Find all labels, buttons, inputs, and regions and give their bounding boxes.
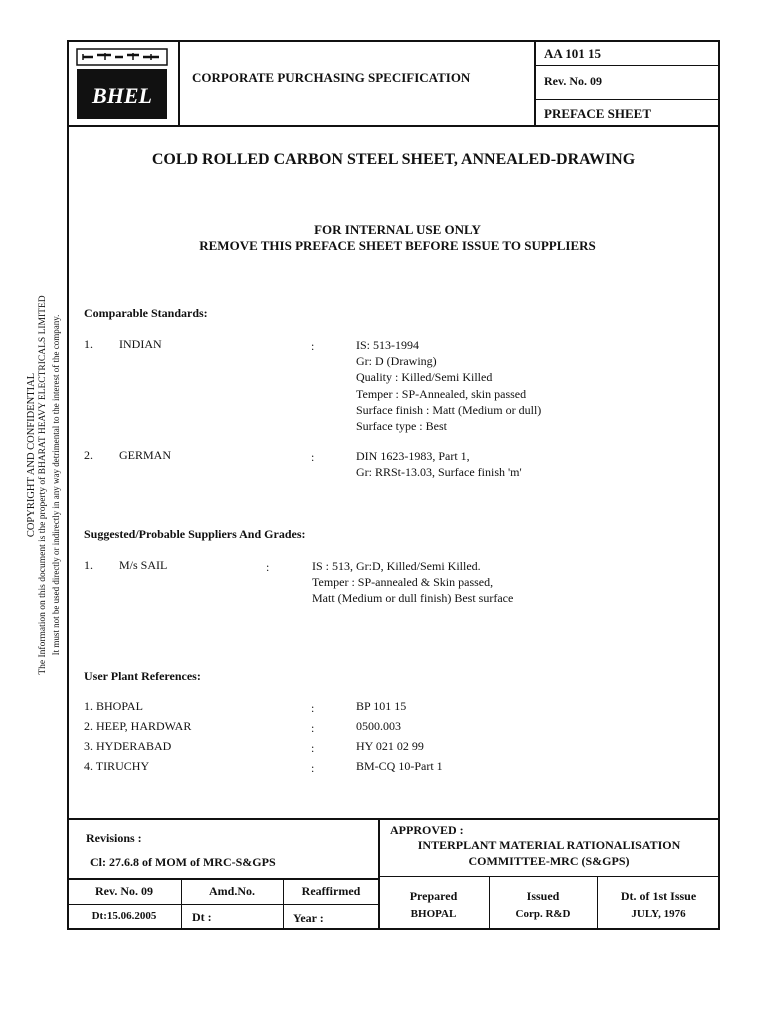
- plant-separator: :: [311, 741, 315, 755]
- internal-use-notice: FOR INTERNAL USE ONLY: [314, 222, 481, 237]
- document-frame: [67, 40, 720, 930]
- bhel-logo: [75, 47, 169, 122]
- supplier-detail-line: Temper : SP-annealed & Skin passed,: [312, 575, 494, 590]
- plant-separator: :: [311, 701, 315, 715]
- header-right-divider: [534, 40, 536, 126]
- plant-reference: BP 101 15: [356, 699, 407, 713]
- standard-number: 1.: [84, 337, 93, 351]
- header-right-rule-2: [534, 99, 720, 100]
- svg-text:BHEL: BHEL: [92, 83, 152, 108]
- sheet-type: PREFACE SHEET: [544, 106, 652, 121]
- supplier-details: [312, 558, 513, 607]
- standard-detail-line: Surface finish : Matt (Medium or dull): [356, 402, 542, 417]
- revisions-label: Revisions :: [86, 831, 142, 845]
- supplier-name: M/s SAIL: [119, 558, 168, 572]
- plant-name: 1. BHOPAL: [84, 699, 143, 713]
- standard-detail-line: Temper : SP-Annealed, skin passed: [356, 386, 527, 401]
- plant-name: 4. TIRUCHY: [84, 759, 150, 773]
- standard-name: INDIAN: [119, 337, 162, 351]
- plant-reference: BM-CQ 10-Part 1: [356, 759, 443, 773]
- standard-details: [356, 448, 522, 480]
- plant-name: 2. HEEP, HARDWAR: [84, 719, 192, 733]
- approved-committee-line1: INTERPLANT MATERIAL RATIONALISATION: [417, 838, 681, 852]
- standard-separator: :: [311, 450, 315, 464]
- header-title: CORPORATE PURCHASING SPECIFICATION: [192, 70, 471, 85]
- copyright-notice: COPYRIGHT AND CONFIDENTIAL: [26, 372, 37, 538]
- issued-label: Issued: [526, 889, 560, 903]
- year-cell: Year :: [293, 911, 324, 925]
- standard-detail-line: Gr: D (Drawing): [356, 354, 437, 369]
- supplier-detail-line: IS : 513, Gr:D, Killed/Semi Killed.: [312, 559, 481, 573]
- supplier-number: 1.: [84, 558, 93, 572]
- approved-label: APPROVED :: [390, 823, 464, 837]
- logo-divider: [178, 40, 180, 126]
- dt-cell: Dt :: [192, 910, 212, 924]
- suppliers-heading: Suggested/Probable Suppliers And Grades:: [84, 527, 306, 541]
- revision-number: Rev. No. 09: [544, 74, 602, 88]
- plant-separator: :: [311, 721, 315, 735]
- comparable-standards-heading: Comparable Standards:: [84, 306, 208, 320]
- revisions-value: Cl: 27.6.8 of MOM of MRC-S&GPS: [90, 855, 276, 869]
- header-bottom-rule: [67, 125, 720, 127]
- prepared-value: BHOPAL: [410, 908, 457, 920]
- supplier-separator: :: [266, 560, 270, 574]
- ownership-notice: The Information on this document is the property of BHARAT HEAVY ELECTRICALS LIMITED: [38, 295, 48, 675]
- prepared-label: Prepared: [409, 889, 458, 903]
- plant-reference: 0500.003: [356, 719, 401, 733]
- approved-committee-line2: COMMITTEE-MRC (S&GPS): [468, 854, 630, 868]
- footer-left-rule: [67, 878, 379, 880]
- header-right-rule-1: [534, 65, 720, 66]
- date-cell: Dt:15.06.2005: [91, 910, 157, 922]
- standard-details: [356, 337, 541, 434]
- standard-detail-line: Quality : Killed/Semi Killed: [356, 370, 493, 385]
- standard-detail-line: DIN 1623-1983, Part 1,: [356, 449, 470, 463]
- plant-reference: HY 021 02 99: [356, 739, 424, 753]
- standard-detail-line: IS: 513-1994: [356, 338, 419, 352]
- supplier-detail-line: Matt (Medium or dull finish) Best surface: [312, 591, 514, 606]
- standard-detail-line: Surface type : Best: [356, 419, 447, 434]
- standard-name: GERMAN: [119, 448, 172, 462]
- standard-separator: :: [311, 339, 315, 353]
- standard-number: 2.: [84, 448, 93, 462]
- doc-number: AA 101 15: [544, 46, 602, 61]
- plant-separator: :: [311, 761, 315, 775]
- reaffirmed-cell: Reaffirmed: [301, 884, 361, 898]
- issued-value: Corp. R&D: [515, 908, 571, 920]
- remove-sheet-notice: REMOVE THIS PREFACE SHEET BEFORE ISSUE TO SUPPLIERS: [199, 238, 596, 253]
- first-issue-label: Dt. of 1st Issue: [620, 889, 697, 903]
- footer-top-rule: [67, 818, 720, 820]
- document-title: COLD ROLLED CARBON STEEL SHEET, ANNEALED-DRAWING: [151, 151, 636, 168]
- plant-name: 3. HYDERABAD: [84, 739, 172, 753]
- rev-number-cell: Rev. No. 09: [95, 884, 153, 898]
- amendment-number-cell: Amd.No.: [208, 884, 255, 898]
- footer-left-rule-2: [67, 904, 379, 905]
- standard-detail-line: Gr: RRSt-13.03, Surface finish 'm': [356, 465, 522, 480]
- first-issue-value: JULY, 1976: [631, 908, 686, 920]
- plant-references-heading: User Plant References:: [84, 669, 201, 683]
- usage-restriction-notice: It must not be used directly or indirectly in any way detrimental to the interest of the company.: [51, 314, 61, 656]
- footer-right-rule: [378, 876, 720, 877]
